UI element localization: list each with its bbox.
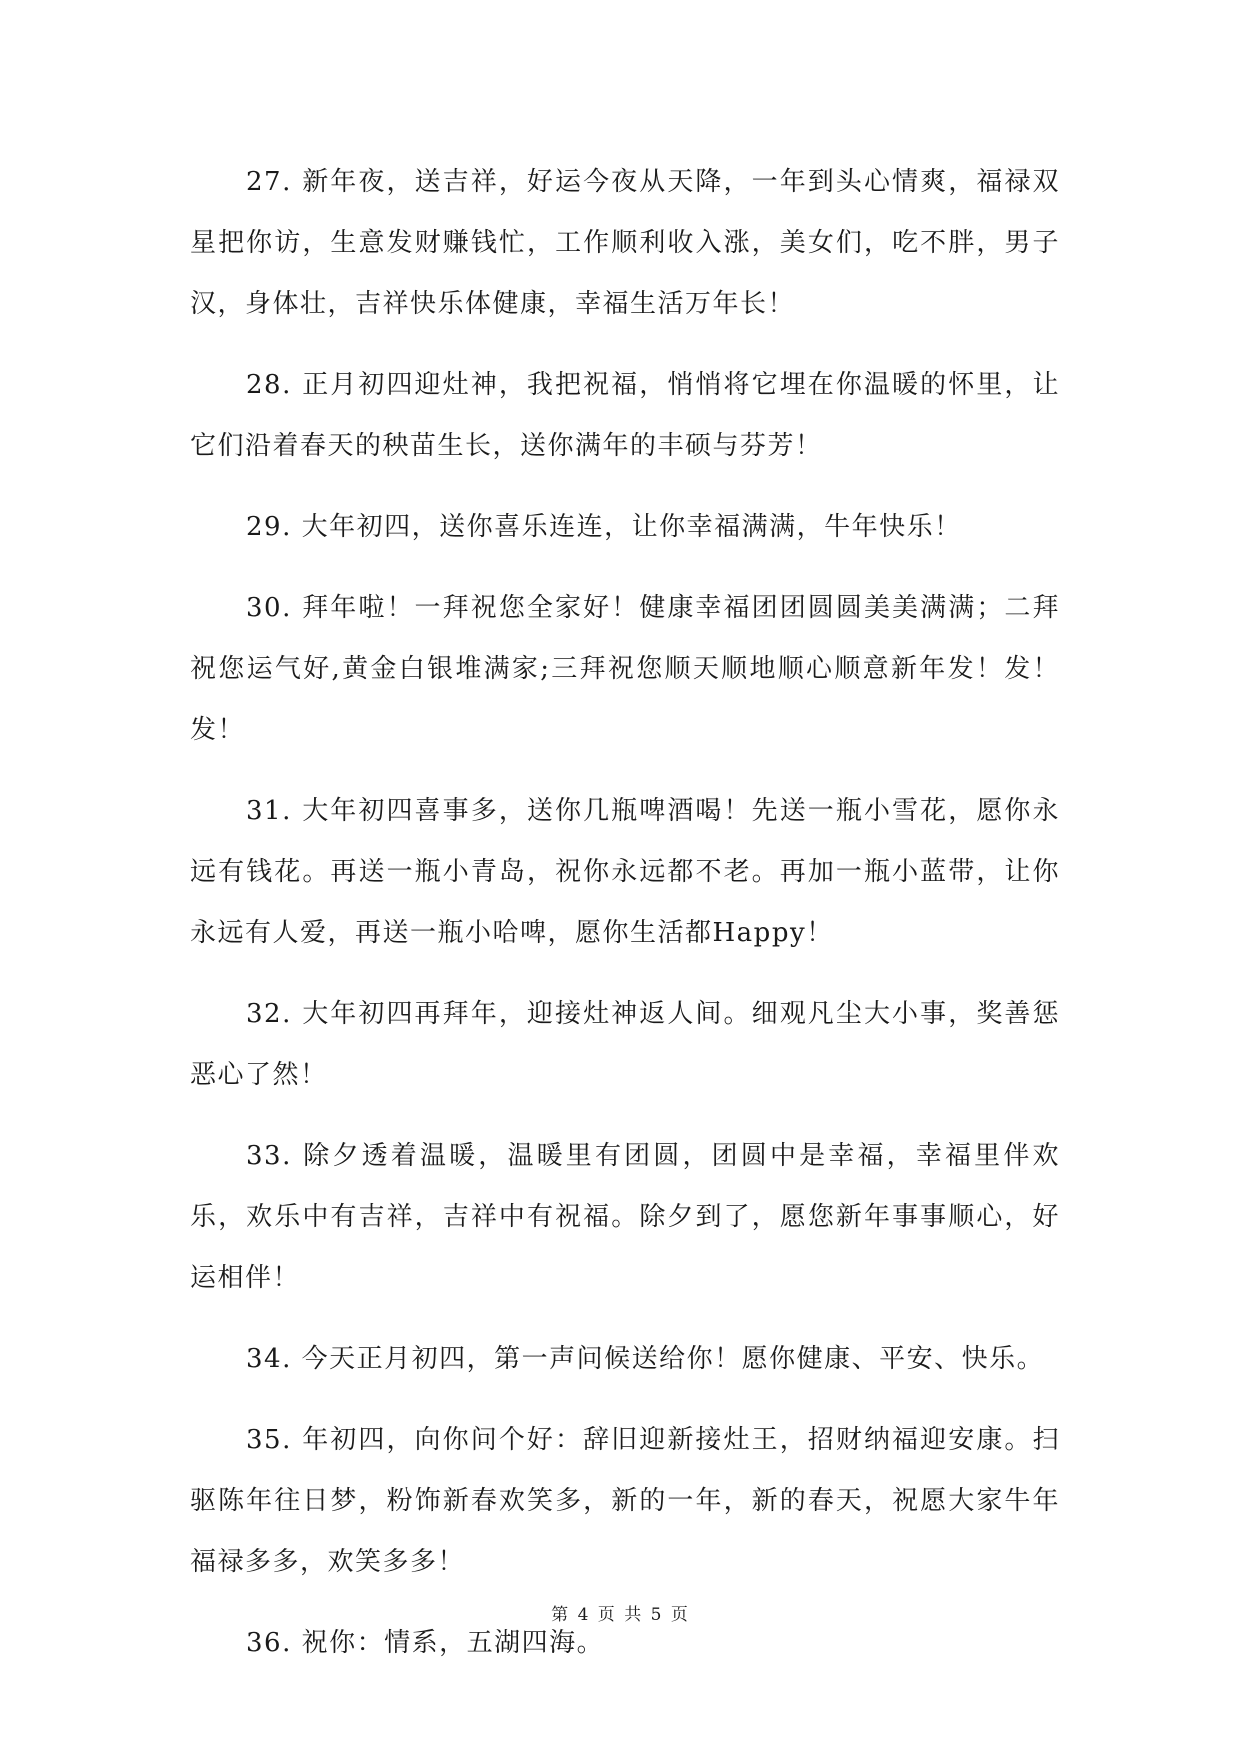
- paragraph-32: 32. 大年初四再拜年，迎接灶神返人间。细观凡尘大小事，奖善惩恶心了然！: [190, 999, 1060, 1090]
- paragraph-33: 33. 除夕透着温暖，温暖里有团圆，团圆中是幸福，幸福里伴欢乐，欢乐中有吉祥，吉祥中有祝福。除夕到了，愿您新年事事顺心，好运相伴！: [190, 1141, 1060, 1293]
- paragraph-36: 36. 祝你：情系，五湖四海。: [246, 1628, 605, 1658]
- paragraph-27: 27. 新年夜，送吉祥，好运今夜从天降，一年到头心情爽，福禄双星把你访，生意发财赚钱忙，工作顺利收入涨，美女们，吃不胖，男子汉，身体壮，吉祥快乐体健康，幸福生活万年长！: [190, 167, 1060, 319]
- paragraph-35: 35. 年初四，向你问个好：辞旧迎新接灶王，招财纳福迎安康。扫驱陈年往日梦，粉饰新春欢笑多，新的一年，新的春天，祝愿大家牛年福禄多多，欢笑多多！: [190, 1425, 1060, 1577]
- paragraph-31: 31. 大年初四喜事多，送你几瓶啤酒喝！先送一瓶小雪花，愿你永远有钱花。再送一瓶小青岛，祝你永远都不老。再加一瓶小蓝带，让你永远有人爱，再送一瓶小哈啤，愿你生活都Happy！: [190, 796, 1060, 948]
- page-number-footer: 第 4 页 共 5 页: [551, 1605, 690, 1625]
- paragraph-34: 34. 今天正月初四，第一声问候送给你！愿你健康、平安、快乐。: [246, 1344, 1045, 1374]
- paragraph-30: 30. 拜年啦！一拜祝您全家好！健康幸福团团圆圆美美满满；二拜祝您运气好,黄金白银堆满家;三拜祝您顺天顺地顺心顺意新年发！发！发！: [190, 593, 1060, 745]
- paragraph-29: 29. 大年初四，送你喜乐连连，让你幸福满满，牛年快乐！: [246, 512, 962, 542]
- paragraph-28: 28. 正月初四迎灶神，我把祝福，悄悄将它埋在你温暖的怀里，让它们沿着春天的秧苗生长，送你满年的丰硕与芬芳！: [190, 370, 1060, 461]
- document-body: [190, 152, 1060, 1694]
